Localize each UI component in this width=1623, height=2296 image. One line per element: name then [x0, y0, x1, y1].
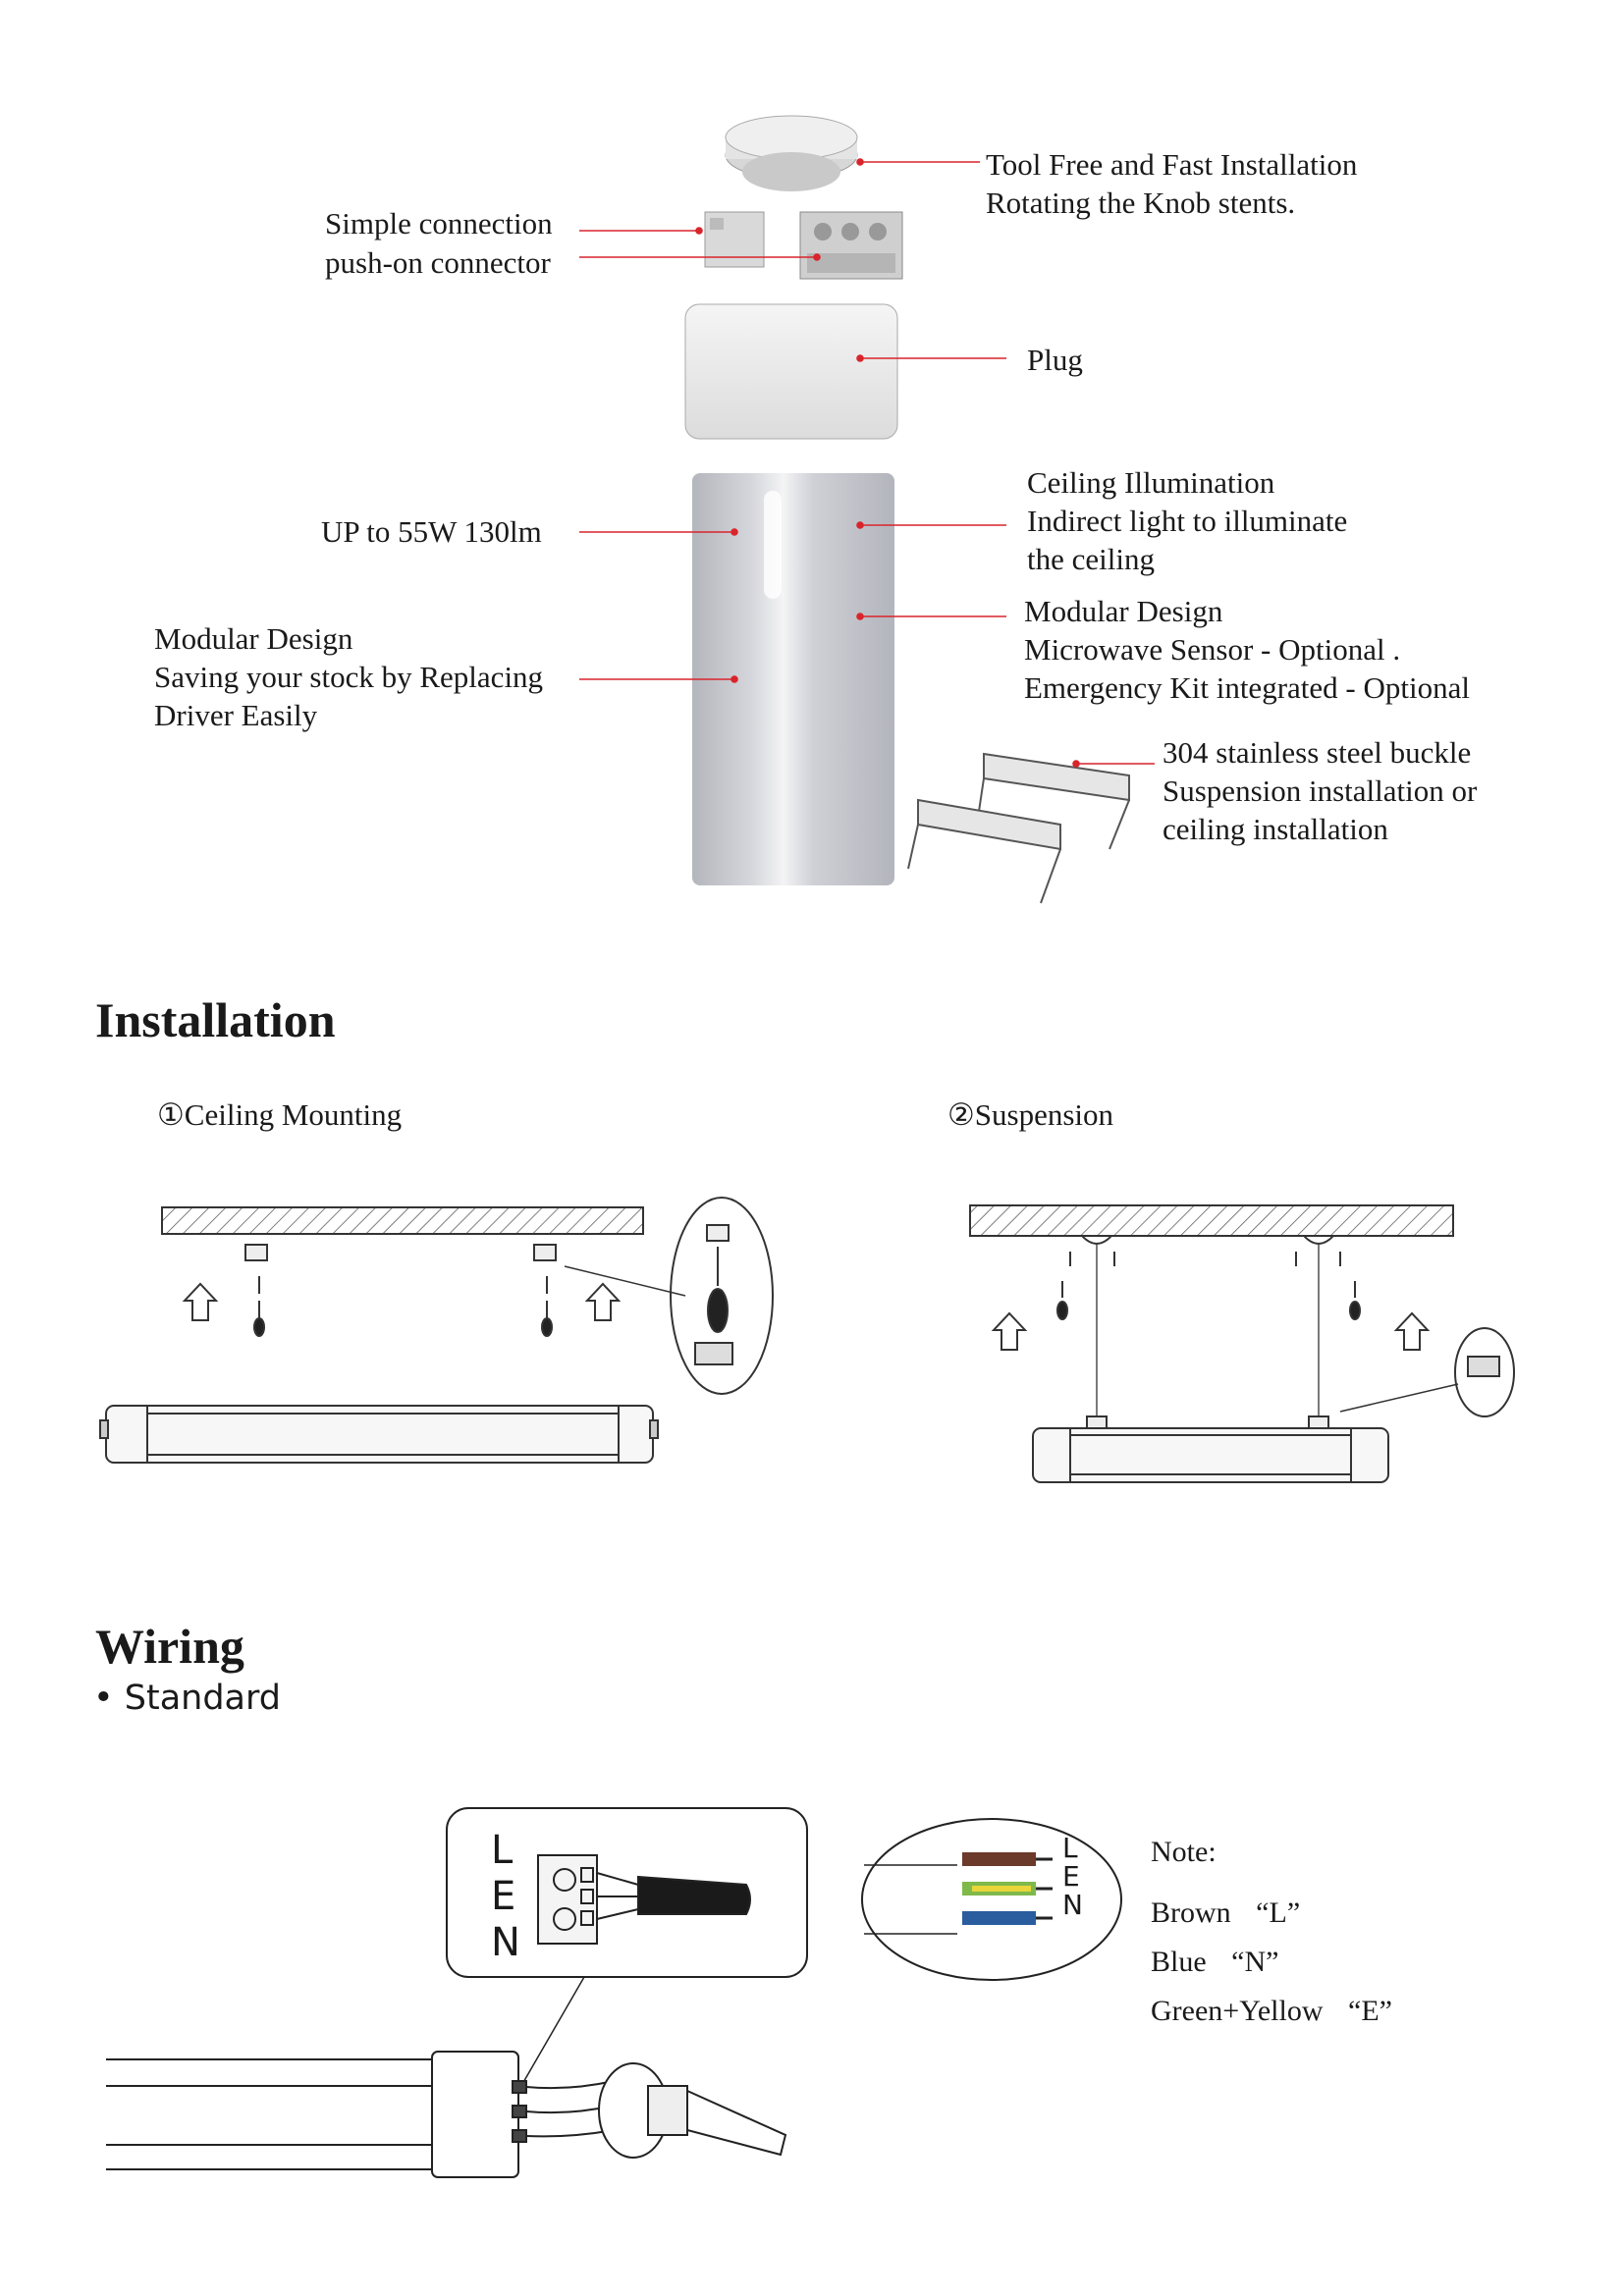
- callout-line: Suspension installation or: [1163, 774, 1478, 808]
- wire-letter: L: [1062, 1832, 1078, 1864]
- callout-modular-left: [154, 619, 543, 734]
- note-row-blue: [1151, 1938, 1392, 1987]
- suspension-label: ②Suspension: [947, 1097, 1114, 1132]
- wire-letter: N: [1062, 1889, 1083, 1921]
- callout-line: ceiling installation: [1163, 812, 1388, 846]
- terminal-letter: N: [491, 1920, 520, 1965]
- callout-line: 304 stainless steel buckle: [1163, 735, 1472, 770]
- callout-line: Simple connection: [325, 206, 553, 240]
- note-code: “E”: [1348, 1995, 1392, 2027]
- callout-ceiling: [1027, 463, 1347, 578]
- callout-line: Tool Free and Fast Installation: [986, 147, 1358, 182]
- connector-parts: [705, 212, 902, 279]
- wiring-heading: Wiring: [95, 1619, 244, 1674]
- terminal-letters: [491, 1828, 520, 1966]
- callout-line: Indirect light to illuminate: [1027, 504, 1348, 538]
- terminal-letter: L: [491, 1828, 514, 1873]
- callout-line: Plug: [1027, 343, 1083, 377]
- ceiling-mount-diagram: [100, 1198, 773, 1463]
- note-title: Note:: [1151, 1836, 1217, 1868]
- callout-line: the ceiling: [1027, 542, 1155, 576]
- note-code: “N”: [1231, 1946, 1279, 1978]
- callout-line: Saving your stock by Replacing: [154, 660, 544, 694]
- callout-line: Ceiling Illumination: [1027, 465, 1275, 500]
- terminal-letter: E: [491, 1874, 516, 1919]
- callout-line: Modular Design: [1024, 594, 1223, 628]
- note-color: Blue: [1151, 1946, 1207, 1978]
- callout-knob: [986, 145, 1357, 222]
- note-color: Brown: [1151, 1896, 1231, 1929]
- callout-line: Microwave Sensor - Optional .: [1024, 632, 1401, 667]
- note-row-brown: [1151, 1889, 1392, 1938]
- note-row-green-yellow: [1151, 1987, 1392, 2036]
- callout-modular-right: [1024, 592, 1470, 707]
- wire-letters: [1062, 1834, 1083, 1919]
- knob-part: [726, 116, 857, 191]
- note-color: Green+Yellow: [1151, 1995, 1324, 2027]
- callout-line: push-on connector: [325, 245, 551, 280]
- callout-buckle: [1163, 733, 1477, 848]
- note-code: “L”: [1256, 1896, 1301, 1929]
- callout-line: Driver Easily: [154, 698, 318, 732]
- ceiling-mounting-label: ①Ceiling Mounting: [157, 1097, 403, 1132]
- installation-heading: Installation: [95, 992, 336, 1047]
- wire-letter: E: [1062, 1860, 1080, 1893]
- callout-line: Modular Design: [154, 621, 353, 656]
- callout-connector: [325, 204, 553, 283]
- suspension-diagram: [970, 1205, 1514, 1482]
- callout-plug: [1027, 341, 1083, 379]
- callout-line: UP to 55W 130lm: [321, 514, 542, 549]
- plug-part: [685, 304, 897, 439]
- buckle-parts: [908, 754, 1129, 903]
- callout-line: Rotating the Knob stents.: [986, 186, 1296, 220]
- wiring-standard-bullet: • Standard: [93, 1679, 281, 1718]
- wiring-diagram: [106, 1808, 1121, 2177]
- callout-power: [321, 512, 542, 551]
- callout-line: Emergency Kit integrated - Optional: [1024, 670, 1470, 705]
- wiring-note: [1151, 1828, 1392, 2036]
